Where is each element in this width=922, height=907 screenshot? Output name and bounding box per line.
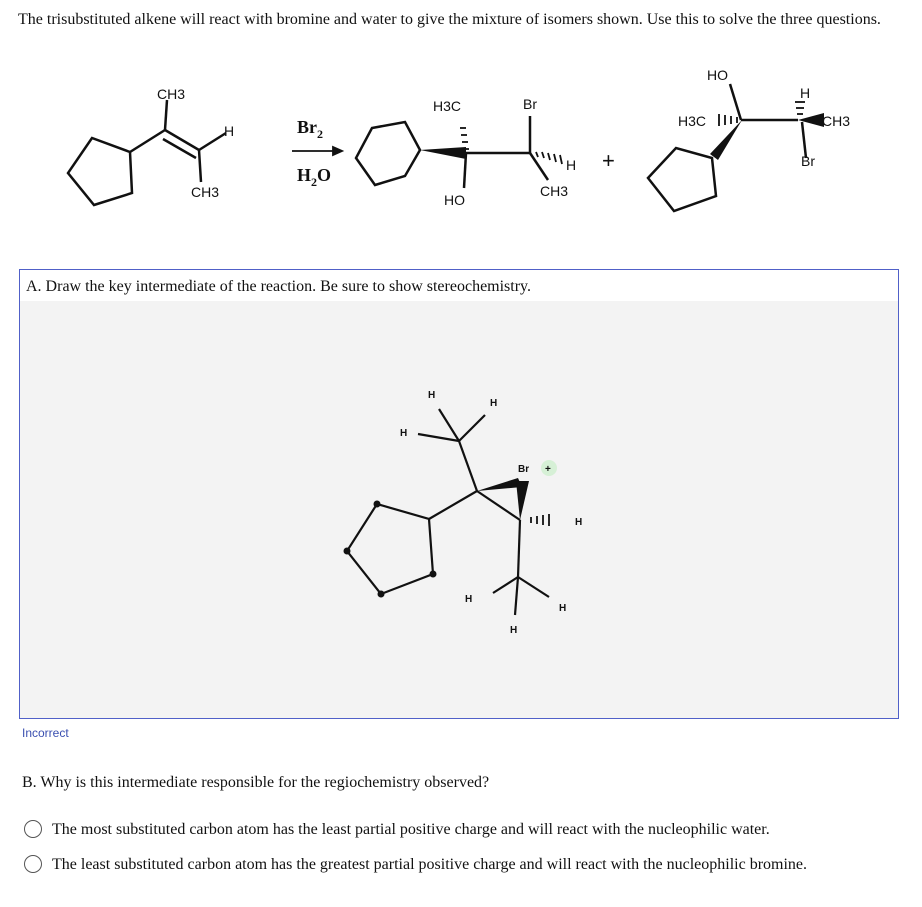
atom-h-top[interactable]: H	[428, 390, 436, 401]
bromonium-wedge-1	[477, 478, 522, 491]
question-a: A. Draw the key intermediate of the reaction. Be sure to show stereochemistry.	[20, 270, 898, 301]
sm-h: H	[224, 123, 235, 139]
sm-ch3-bottom: CH3	[191, 184, 220, 200]
atom-br[interactable]: Br	[518, 464, 530, 475]
radio-option-1[interactable]	[24, 820, 42, 838]
p2-ho: HO	[707, 67, 728, 83]
p1-hash-right	[536, 152, 562, 164]
bromonium-wedge-2	[516, 481, 529, 520]
p2-wedge-down	[710, 120, 742, 160]
atom-h-left[interactable]: H	[400, 428, 408, 439]
sm-ch3-top: CH3	[157, 86, 186, 102]
option-1-text: The most substituted carbon atom has the least partial positive charge and will react with the nucleophilic water.	[52, 821, 770, 838]
p1-wedge	[420, 147, 466, 159]
reaction-scheme	[0, 60, 922, 230]
atom-h-low-left[interactable]: H	[465, 594, 473, 605]
drawing-canvas[interactable]	[20, 301, 898, 718]
drawn-structure	[347, 409, 549, 615]
p1-h: H	[566, 157, 577, 173]
reagent-h2o: $H_2O$	[297, 165, 332, 189]
charge-plus: +	[545, 464, 551, 475]
radio-option-2[interactable]	[24, 855, 42, 873]
atom-dots	[344, 501, 437, 598]
question-b: B. Why is this intermediate responsible for the regiochemistry observed?	[22, 774, 490, 791]
p2-hash-left	[719, 114, 737, 126]
p1-ho: HO	[444, 192, 465, 208]
option-2-text: The least substituted carbon atom has the greatest partial positive charge and will react with the nucleophilic bromine.	[52, 856, 808, 873]
p1-h3c: H3C	[433, 98, 462, 114]
p1-br: Br	[523, 96, 537, 112]
drawing-panel[interactable]	[19, 269, 899, 719]
product-2	[648, 84, 806, 211]
reaction-arrow	[292, 147, 342, 155]
intro-text: The trisubstituted alkene will react with bromine and water to give the mixture of isomers shown. Use this to solve the three questions.	[18, 11, 881, 28]
atom-h-hash[interactable]: H	[575, 517, 583, 528]
p2-ch3: CH3	[822, 113, 851, 129]
p2-br: Br	[801, 153, 815, 169]
atom-h-top-right[interactable]: H	[490, 398, 498, 409]
atom-h-low-right[interactable]: H	[559, 603, 567, 614]
atom-h-bottom[interactable]: H	[510, 625, 518, 636]
status-incorrect: Incorrect	[22, 726, 69, 740]
p2-hash-up	[795, 102, 805, 114]
p2-h3c: H3C	[678, 113, 707, 129]
reagent-br2: $Br_2$	[297, 117, 323, 141]
drawing-hash	[531, 514, 549, 526]
p1-hash-up	[460, 128, 469, 149]
plus-sign: +	[602, 148, 615, 173]
p2-h: H	[800, 85, 811, 101]
p1-ch3: CH3	[540, 183, 569, 199]
